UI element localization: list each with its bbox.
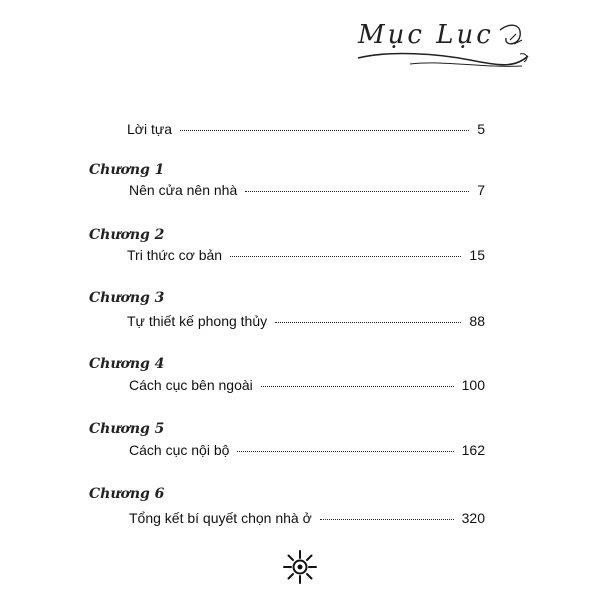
- toc-entry-chapter-5[interactable]: [129, 442, 485, 458]
- toc-entry-label: Tri thức cơ bản: [127, 247, 223, 263]
- toc-entry-preface[interactable]: [127, 121, 485, 137]
- toc-entry-chapter-3[interactable]: [127, 313, 485, 329]
- toc-page-number: 100: [461, 377, 485, 393]
- dot-leader: [230, 256, 461, 257]
- dot-leader: [180, 130, 469, 131]
- toc-entry-label: Tự thiết kế phong thủy: [127, 313, 268, 329]
- toc-entry-label: Lời tựa: [127, 121, 173, 137]
- toc-entry-label: Cách cục nội bộ: [129, 442, 230, 458]
- toc-page-number: 15: [469, 247, 485, 263]
- toc-header: [350, 10, 540, 75]
- toc-entry-chapter-4[interactable]: [129, 377, 485, 393]
- sun-ornament-icon: [282, 549, 318, 585]
- chapter-heading-3: Chương 3: [89, 290, 165, 306]
- chapter-heading-4: Chương 4: [89, 356, 165, 372]
- toc-page-number: 162: [461, 442, 485, 458]
- toc-entry-label: Tổng kết bí quyết chọn nhà ở: [129, 510, 312, 526]
- dot-leader: [261, 386, 454, 387]
- dot-leader: [237, 451, 453, 452]
- chapter-heading-2: Chương 2: [89, 227, 165, 243]
- toc-entry-chapter-6[interactable]: [129, 510, 485, 526]
- toc-entry-chapter-1[interactable]: [129, 182, 485, 198]
- toc-page-number: 7: [477, 182, 485, 198]
- toc-title: Mục Lục: [358, 20, 494, 50]
- toc-page-number: 5: [477, 121, 485, 137]
- chapter-heading-6: Chương 6: [89, 486, 165, 502]
- chapter-heading-5: Chương 5: [89, 421, 165, 437]
- toc-entry-chapter-2[interactable]: [127, 247, 485, 263]
- toc-page-number: 320: [461, 510, 485, 526]
- toc-page-number: 88: [469, 313, 485, 329]
- chapter-heading-1: Chương 1: [89, 162, 165, 178]
- dot-leader: [275, 322, 461, 323]
- dot-leader: [245, 191, 469, 192]
- toc-entry-label: Cách cục bên ngoài: [129, 377, 253, 393]
- dot-leader: [320, 519, 454, 520]
- toc-entry-label: Nên cửa nên nhà: [129, 182, 238, 198]
